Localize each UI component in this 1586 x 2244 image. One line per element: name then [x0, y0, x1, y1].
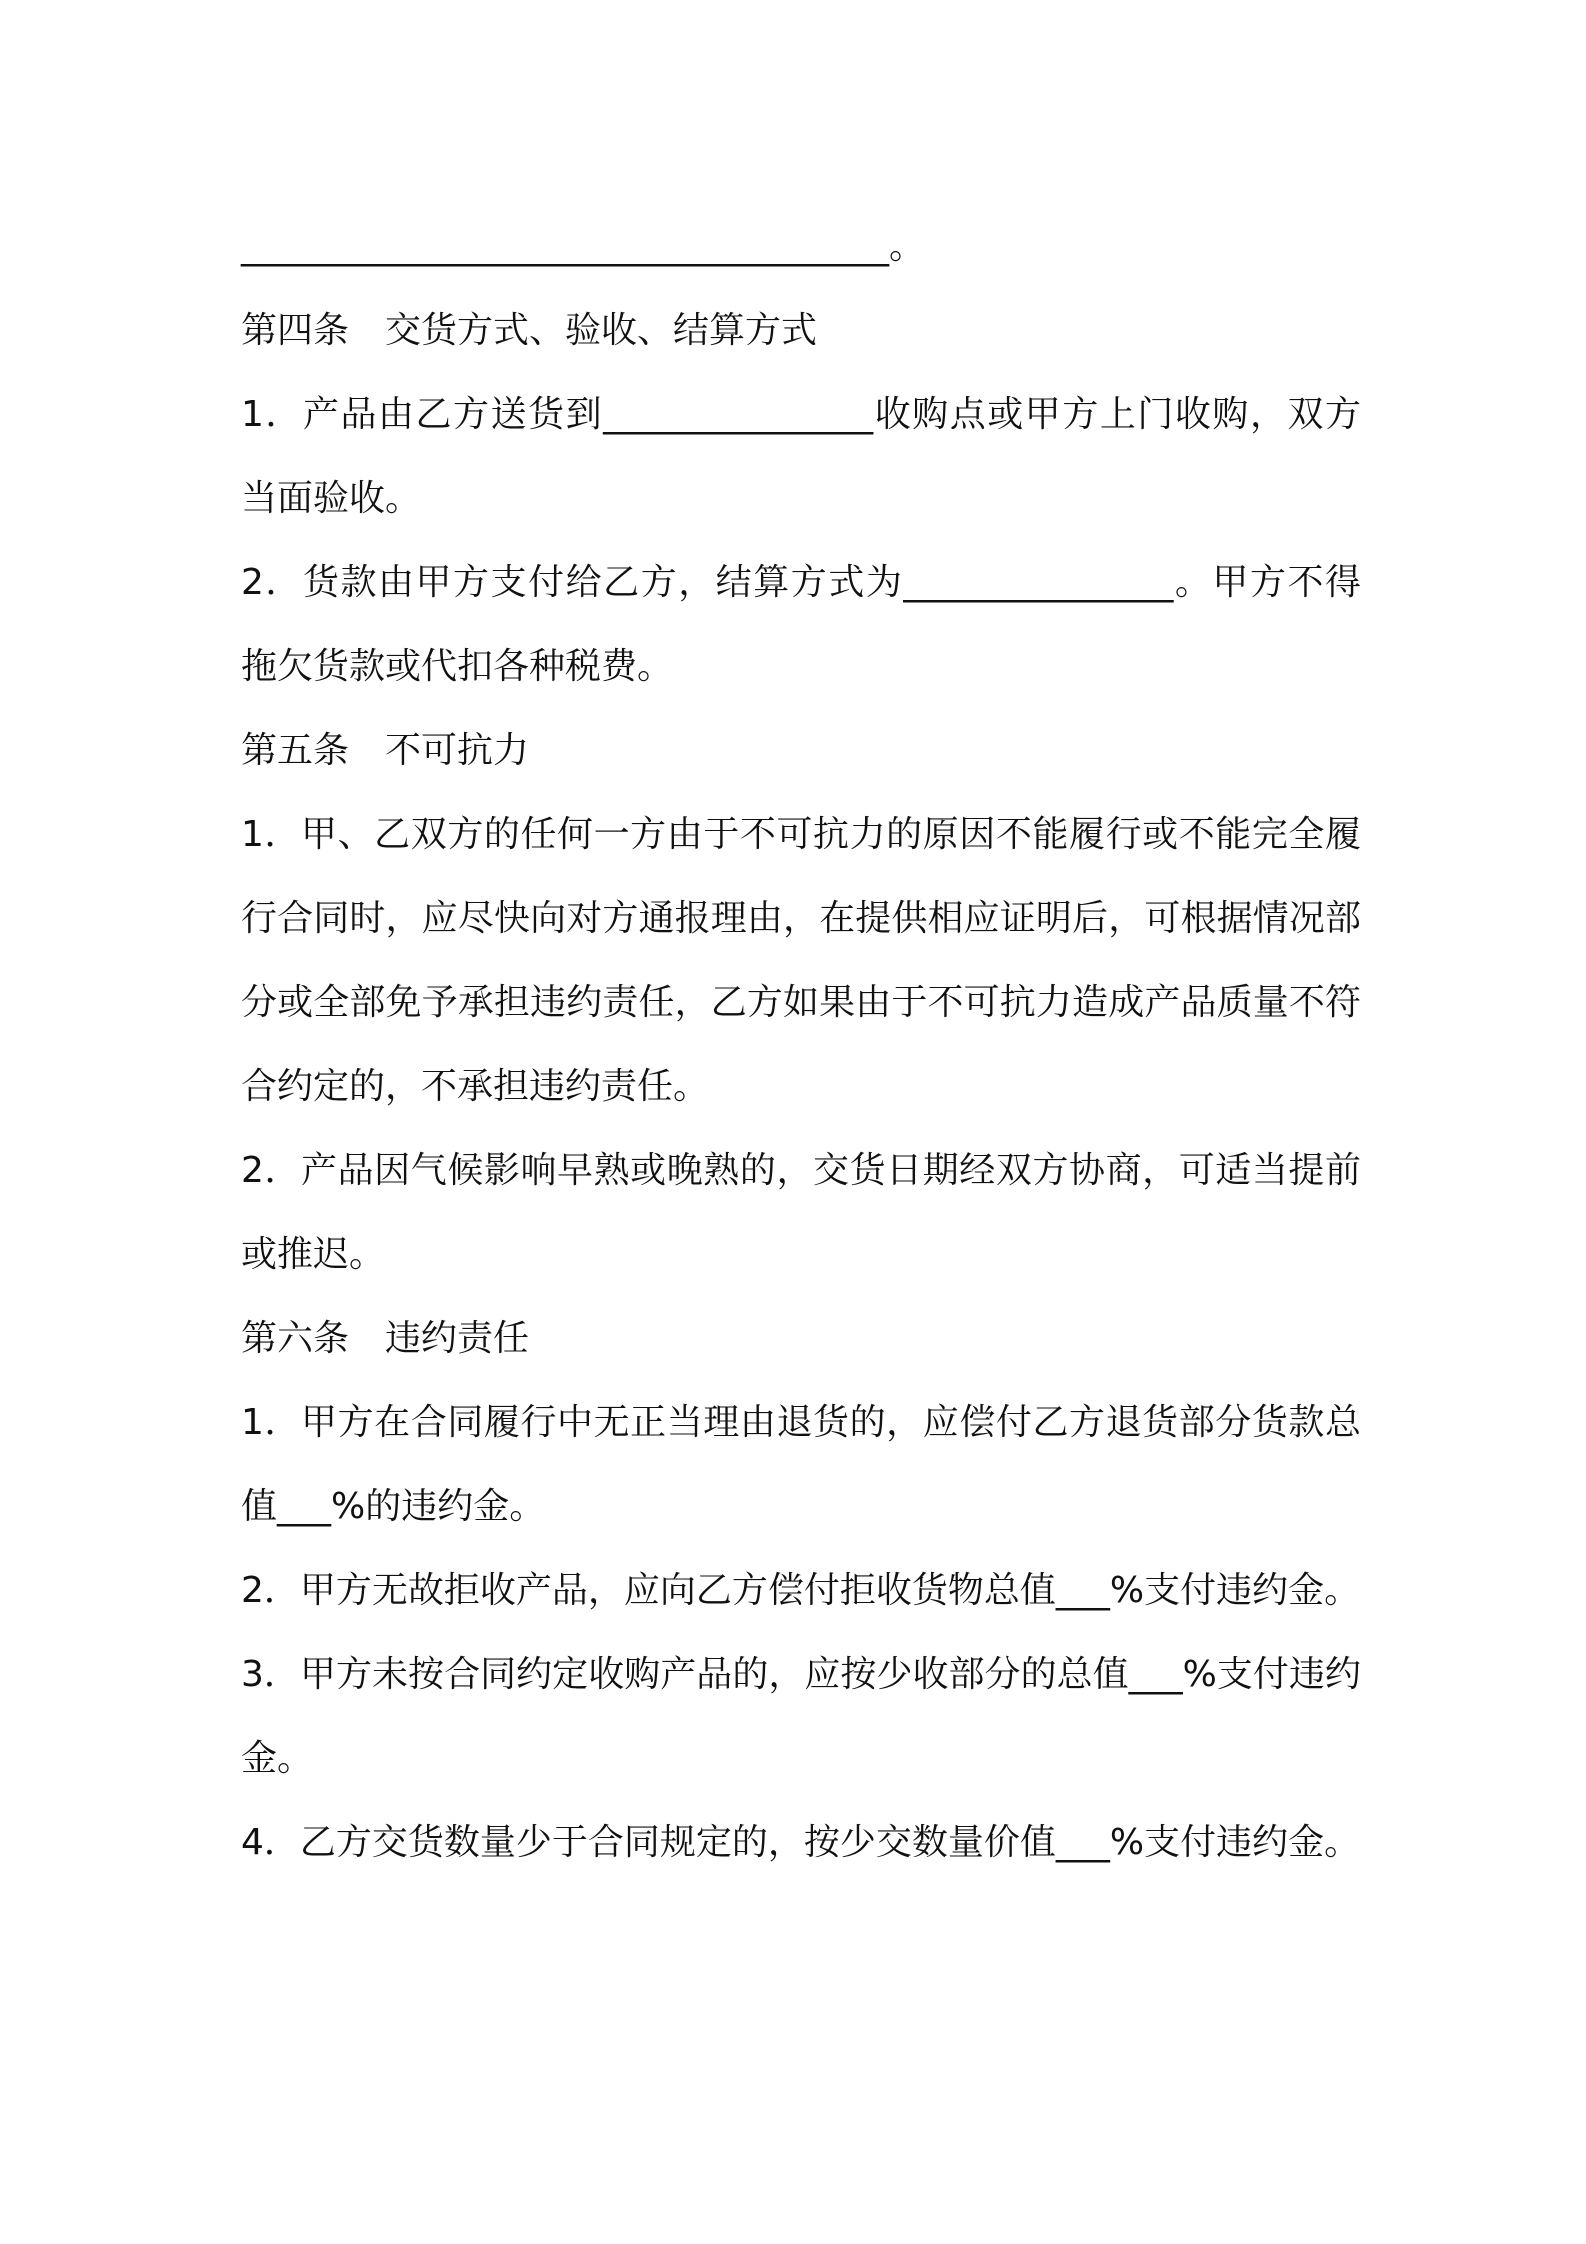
- document-body: [241, 205, 1361, 1885]
- article-4-heading: 第四条 交货方式、验收、结算方式: [241, 310, 818, 351]
- article-6-clause-2: 2．甲方无故拒收产品，应向乙方偿付拒收货物总值___%支付违约金。: [241, 1570, 1361, 1611]
- article-4-clause-2: 2．货款由甲方支付给乙方，结算方式为_______________。甲方不得拖欠货款或代扣各种税费。: [241, 562, 1361, 687]
- blank-line-end: ____________________________________。: [241, 226, 925, 267]
- article-6-clause-1: 1．甲方在合同履行中无正当理由退货的，应偿付乙方退货部分货款总值___%的违约金。: [241, 1402, 1361, 1527]
- article-6-clause-4: 4．乙方交货数量少于合同规定的，按少交数量价值___%支付违约金。: [241, 1822, 1361, 1863]
- article-5-clause-1: 1．甲、乙双方的任何一方由于不可抗力的原因不能履行或不能完全履行合同时，应尽快向对方通报理由，在提供相应证明后，可根据情况部分或全部免予承担违约责任，乙方如果由于不可抗力造成产品质量不符合约定的，不承担违约责任。: [241, 814, 1361, 1107]
- article-5-clause-2: 2．产品因气候影响早熟或晚熟的，交货日期经双方协商，可适当提前或推迟。: [241, 1150, 1361, 1275]
- article-5-heading: 第五条 不可抗力: [241, 730, 530, 771]
- article-6-heading: 第六条 违约责任: [241, 1318, 530, 1359]
- article-4-clause-1: 1．产品由乙方送货到_______________收购点或甲方上门收购，双方当面验收。: [241, 394, 1361, 519]
- article-6-clause-3: 3．甲方未按合同约定收购产品的，应按少收部分的总值___%支付违约金。: [241, 1654, 1361, 1779]
